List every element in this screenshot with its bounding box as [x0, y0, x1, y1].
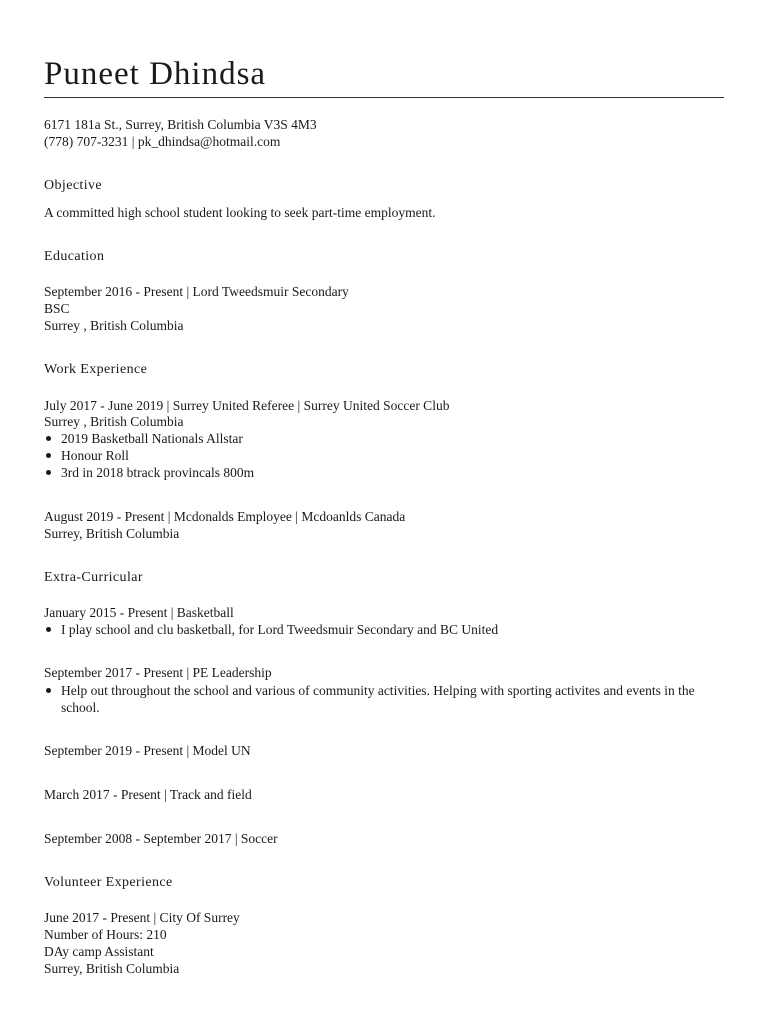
education-entry-location: Surrey , British Columbia — [44, 318, 184, 333]
extracurricular-entry-title: September 2019 - Present | Model UN — [44, 743, 251, 758]
list-item — [44, 464, 724, 481]
volunteer-entry-role: DAy camp Assistant — [44, 944, 154, 959]
bullet-icon — [46, 436, 51, 441]
volunteer-entry-title: June 2017 - Present | City Of Surrey — [44, 910, 240, 925]
contact-line: (778) 707-3231 | pk_dhindsa@hotmail.com — [44, 134, 281, 149]
education-entry-degree: BSC — [44, 301, 70, 316]
extracurricular-entry-title: September 2008 - September 2017 | Soccer — [44, 831, 278, 846]
volunteer-heading: Volunteer Experience — [44, 875, 173, 890]
extracurricular-entry-title: September 2017 - Present | PE Leadership — [44, 665, 272, 680]
list-item-text: I play school and clu basketball, for Lord Tweedsmuir Secondary and BC United — [61, 622, 499, 637]
list-item — [44, 447, 724, 464]
work-entry-title: August 2019 - Present | Mcdonalds Employee | Mcdoanlds Canada — [44, 509, 406, 524]
extracurricular-heading: Extra-Curricular — [44, 570, 143, 585]
volunteer-entry-location: Surrey, British Columbia — [44, 961, 180, 976]
list-item — [44, 430, 724, 447]
education-entry-title: September 2016 - Present | Lord Tweedsmuir Secondary — [44, 284, 349, 299]
education-heading: Education — [44, 249, 105, 264]
volunteer-entry-hours: Number of Hours: 210 — [44, 927, 167, 942]
header-divider — [44, 97, 724, 98]
list-item — [44, 682, 724, 716]
bullet-icon — [46, 627, 51, 632]
work-entry-location: Surrey, British Columbia — [44, 526, 180, 541]
list-item — [44, 621, 724, 638]
list-item-text: Honour Roll — [61, 448, 129, 463]
bullet-icon — [46, 470, 51, 475]
objective-text: A committed high school student looking to seek part-time employment. — [44, 205, 436, 220]
bullet-icon — [46, 453, 51, 458]
address-line: 6171 181a St., Surrey, British Columbia V3S 4M3 — [44, 117, 317, 132]
extracurricular-entry-title: March 2017 - Present | Track and field — [44, 787, 252, 802]
work-entry-title: July 2017 - June 2019 | Surrey United Referee | Surrey United Soccer Club — [44, 398, 450, 413]
objective-heading: Objective — [44, 178, 103, 193]
work-entry-location: Surrey , British Columbia — [44, 414, 184, 429]
extracurricular-entry-title: January 2015 - Present | Basketball — [44, 605, 234, 620]
bullet-icon — [46, 688, 51, 693]
list-item-text: 2019 Basketball Nationals Allstar — [61, 431, 243, 446]
list-item-text: Help out throughout the school and various of community activities. Helping with sporting activites and events in the school. — [61, 683, 695, 715]
work-heading: Work Experience — [44, 362, 148, 377]
list-item-text: 3rd in 2018 btrack provincals 800m — [61, 465, 255, 480]
resume-name: Puneet Dhindsa — [44, 56, 267, 92]
